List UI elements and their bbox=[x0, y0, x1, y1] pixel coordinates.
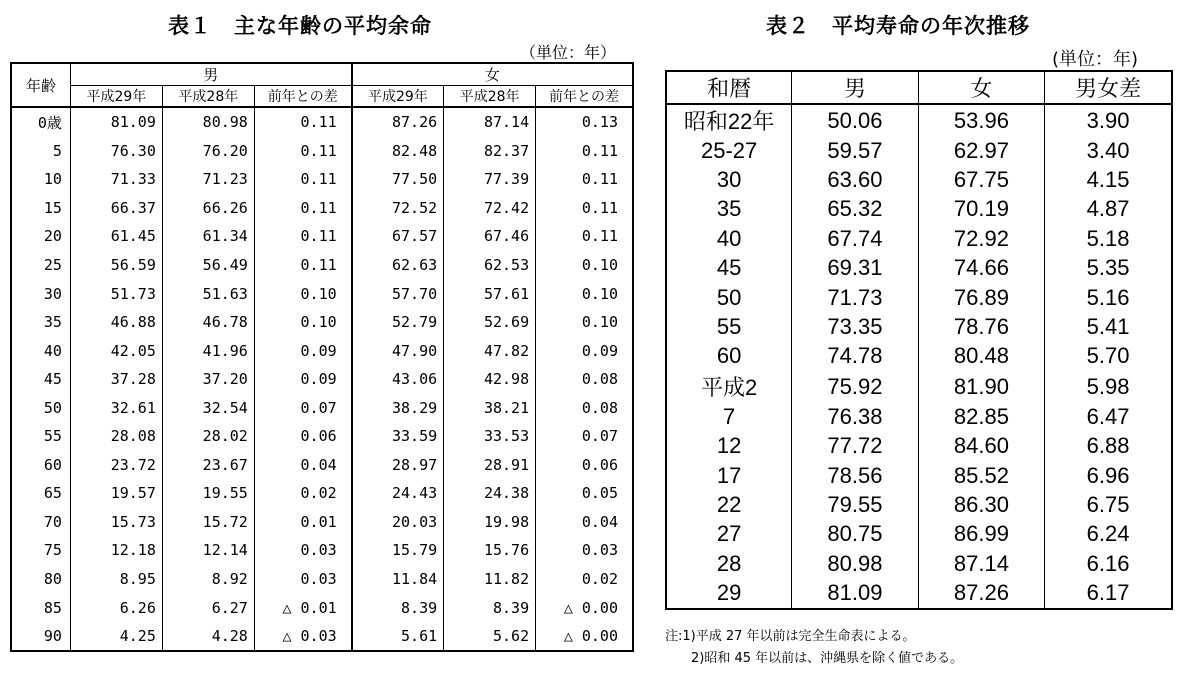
value-cell: 0.05 bbox=[536, 479, 633, 508]
sub-header: 平成29年 bbox=[70, 86, 162, 108]
value-cell: 56.49 bbox=[162, 251, 254, 280]
table-row bbox=[11, 422, 633, 451]
value-cell: 0.03 bbox=[254, 536, 351, 565]
era-cell: 平成2 bbox=[666, 371, 792, 402]
value-cell: 6.26 bbox=[70, 593, 162, 622]
table-row bbox=[11, 107, 633, 137]
value-cell: 0.11 bbox=[254, 107, 351, 137]
value-cell: 33.59 bbox=[352, 422, 444, 451]
value-cell: 0.10 bbox=[536, 251, 633, 280]
value-cell: 6.27 bbox=[162, 593, 254, 622]
value-cell: 87.14 bbox=[918, 549, 1044, 578]
value-cell: 81.09 bbox=[70, 107, 162, 137]
value-cell: 19.57 bbox=[70, 479, 162, 508]
value-cell: 81.90 bbox=[918, 371, 1044, 402]
value-cell: 0.07 bbox=[536, 422, 633, 451]
table-row bbox=[666, 432, 1172, 461]
value-cell: 4.87 bbox=[1045, 195, 1172, 224]
value-cell: 67.74 bbox=[792, 224, 918, 253]
value-cell: 0.13 bbox=[536, 107, 633, 137]
table-row bbox=[11, 622, 633, 652]
value-cell: 74.78 bbox=[792, 342, 918, 371]
value-cell: 6.24 bbox=[1045, 520, 1172, 549]
table2-unit: (単位：年) bbox=[1052, 49, 1139, 70]
value-cell: 0.11 bbox=[254, 251, 351, 280]
value-cell: 8.39 bbox=[352, 593, 444, 622]
value-cell: 4.25 bbox=[70, 622, 162, 652]
table-row bbox=[11, 308, 633, 337]
age-cell: 50 bbox=[43, 398, 62, 417]
value-cell: 52.69 bbox=[444, 308, 536, 337]
value-cell: 0.07 bbox=[254, 393, 351, 422]
era-cell: 7 bbox=[666, 402, 792, 431]
male-group-header: 男 bbox=[70, 63, 351, 86]
value-cell: 15.79 bbox=[352, 536, 444, 565]
table-row bbox=[666, 342, 1172, 371]
value-cell: 5.35 bbox=[1045, 254, 1172, 283]
value-cell: 77.72 bbox=[792, 432, 918, 461]
age-cell: 10 bbox=[43, 170, 62, 189]
table-row bbox=[11, 451, 633, 480]
life-expectancy-table bbox=[10, 62, 634, 652]
value-cell: 6.96 bbox=[1045, 461, 1172, 490]
value-cell: 5.98 bbox=[1045, 371, 1172, 402]
value-cell: 78.76 bbox=[918, 312, 1044, 341]
table-row bbox=[11, 593, 633, 622]
value-cell: 0.04 bbox=[254, 451, 351, 480]
era-cell: 40 bbox=[666, 224, 792, 253]
table-row bbox=[666, 578, 1172, 608]
value-cell: 0.11 bbox=[536, 165, 633, 194]
age-cell: 15 bbox=[43, 198, 62, 217]
value-cell: 6.47 bbox=[1045, 402, 1172, 431]
value-cell: 0.09 bbox=[254, 365, 351, 394]
value-cell: 6.16 bbox=[1045, 549, 1172, 578]
table-row bbox=[666, 490, 1172, 519]
value-cell: 12.14 bbox=[162, 536, 254, 565]
life-expectancy-trend-table bbox=[665, 70, 1173, 610]
value-cell: 46.88 bbox=[70, 308, 162, 337]
value-cell: 53.96 bbox=[918, 104, 1044, 136]
footnote: 注:1)平成 27 年以前は完全生命表による。 bbox=[665, 629, 916, 644]
value-cell: 0.10 bbox=[536, 279, 633, 308]
value-cell: 5.70 bbox=[1045, 342, 1172, 371]
table1-body bbox=[11, 107, 633, 651]
table-row bbox=[11, 137, 633, 166]
value-cell: 6.17 bbox=[1045, 578, 1172, 608]
footnotes bbox=[665, 626, 963, 670]
era-cell: 60 bbox=[666, 342, 792, 371]
value-cell: 56.59 bbox=[70, 251, 162, 280]
age-cell: 25 bbox=[43, 256, 62, 274]
value-cell: 32.54 bbox=[162, 393, 254, 422]
value-cell: 72.42 bbox=[444, 194, 536, 223]
era-cell: 55 bbox=[666, 312, 792, 341]
value-cell: 0.10 bbox=[536, 308, 633, 337]
value-cell: 70.19 bbox=[918, 195, 1044, 224]
sub-header: 前年との差 bbox=[254, 86, 351, 108]
value-cell: 61.45 bbox=[70, 222, 162, 251]
value-cell: 80.75 bbox=[792, 520, 918, 549]
table1-title: 表１ 主な年齢の平均余命 bbox=[168, 14, 432, 38]
era-cell: 17 bbox=[666, 461, 792, 490]
value-cell: 69.31 bbox=[792, 254, 918, 283]
table-row bbox=[11, 393, 633, 422]
sub-header: 平成28年 bbox=[444, 86, 536, 108]
value-cell: 23.67 bbox=[162, 451, 254, 480]
value-cell: 71.23 bbox=[162, 165, 254, 194]
value-cell: 6.75 bbox=[1045, 490, 1172, 519]
value-cell: 37.20 bbox=[162, 365, 254, 394]
sub-header: 前年との差 bbox=[536, 86, 633, 108]
value-cell: 82.48 bbox=[352, 137, 444, 166]
value-cell: 76.30 bbox=[70, 137, 162, 166]
table1-unit: （単位：年） bbox=[520, 43, 617, 62]
value-cell: 77.39 bbox=[444, 165, 536, 194]
value-cell: 73.35 bbox=[792, 312, 918, 341]
value-cell: 81.09 bbox=[792, 578, 918, 608]
value-cell: 8.95 bbox=[70, 565, 162, 594]
value-cell: 61.34 bbox=[162, 222, 254, 251]
value-cell: 28.08 bbox=[70, 422, 162, 451]
table-row bbox=[11, 251, 633, 280]
table-row bbox=[666, 283, 1172, 312]
value-cell: 76.20 bbox=[162, 137, 254, 166]
value-cell: 86.30 bbox=[918, 490, 1044, 519]
value-cell: 47.82 bbox=[444, 336, 536, 365]
female-header: 女 bbox=[918, 71, 1044, 104]
value-cell: 24.38 bbox=[444, 479, 536, 508]
table-row bbox=[11, 479, 633, 508]
value-cell: 11.82 bbox=[444, 565, 536, 594]
value-cell: 0.04 bbox=[536, 508, 633, 537]
value-cell: 0.11 bbox=[254, 222, 351, 251]
table2-title: 表２ 平均寿命の年次推移 bbox=[766, 14, 1030, 38]
age-cell: 85 bbox=[43, 598, 62, 617]
value-cell: 78.56 bbox=[792, 461, 918, 490]
value-cell: 32.61 bbox=[70, 393, 162, 422]
value-cell: 86.99 bbox=[918, 520, 1044, 549]
value-cell: 4.15 bbox=[1045, 165, 1172, 194]
value-cell: 15.76 bbox=[444, 536, 536, 565]
table-row bbox=[666, 254, 1172, 283]
value-cell: 0.11 bbox=[536, 137, 633, 166]
value-cell: 0.06 bbox=[254, 422, 351, 451]
value-cell: 52.79 bbox=[352, 308, 444, 337]
age-cell: 45 bbox=[43, 370, 62, 389]
era-header: 和暦 bbox=[666, 71, 792, 104]
age-cell: 20 bbox=[43, 227, 62, 246]
table2-body bbox=[666, 104, 1172, 609]
age-cell: 55 bbox=[43, 427, 62, 446]
age-cell: 35 bbox=[43, 313, 62, 332]
value-cell: 66.37 bbox=[70, 194, 162, 223]
value-cell: 82.37 bbox=[444, 137, 536, 166]
value-cell: 67.75 bbox=[918, 165, 1044, 194]
value-cell: 80.98 bbox=[162, 107, 254, 137]
value-cell: 28.02 bbox=[162, 422, 254, 451]
value-cell: 20.03 bbox=[352, 508, 444, 537]
value-cell: 15.72 bbox=[162, 508, 254, 537]
value-cell: 5.41 bbox=[1045, 312, 1172, 341]
table-row bbox=[11, 536, 633, 565]
value-cell: 47.90 bbox=[352, 336, 444, 365]
value-cell: 42.05 bbox=[70, 336, 162, 365]
value-cell: 66.26 bbox=[162, 194, 254, 223]
value-cell: 84.60 bbox=[918, 432, 1044, 461]
value-cell: 0.10 bbox=[254, 279, 351, 308]
value-cell: 0.01 bbox=[254, 508, 351, 537]
value-cell: 6.88 bbox=[1045, 432, 1172, 461]
value-cell: 28.97 bbox=[352, 451, 444, 480]
value-cell: 28.91 bbox=[444, 451, 536, 480]
table-row bbox=[666, 165, 1172, 194]
era-cell: 45 bbox=[666, 254, 792, 283]
value-cell: 41.96 bbox=[162, 336, 254, 365]
value-cell: 38.29 bbox=[352, 393, 444, 422]
era-cell: 30 bbox=[666, 165, 792, 194]
value-cell: 42.98 bbox=[444, 365, 536, 394]
value-cell: 87.14 bbox=[444, 107, 536, 137]
age-cell: 90 bbox=[43, 627, 62, 646]
value-cell: 33.53 bbox=[444, 422, 536, 451]
value-cell: 0.11 bbox=[254, 165, 351, 194]
value-cell: 72.92 bbox=[918, 224, 1044, 253]
value-cell: 8.39 bbox=[444, 593, 536, 622]
value-cell: 65.32 bbox=[792, 195, 918, 224]
value-cell: 5.62 bbox=[444, 622, 536, 652]
value-cell: 11.84 bbox=[352, 565, 444, 594]
value-cell: 23.72 bbox=[70, 451, 162, 480]
value-cell: 57.70 bbox=[352, 279, 444, 308]
value-cell: 4.28 bbox=[162, 622, 254, 652]
age-cell: 30 bbox=[43, 284, 62, 303]
value-cell: 62.63 bbox=[352, 251, 444, 280]
value-cell: 0.11 bbox=[536, 194, 633, 223]
value-cell: 80.98 bbox=[792, 549, 918, 578]
value-cell: 0.03 bbox=[254, 565, 351, 594]
value-cell: 12.18 bbox=[70, 536, 162, 565]
table-row bbox=[11, 365, 633, 394]
value-cell: △ 0.00 bbox=[536, 622, 633, 652]
value-cell: 5.61 bbox=[352, 622, 444, 652]
age-cell: 0歳 bbox=[37, 113, 62, 132]
table-row bbox=[666, 195, 1172, 224]
value-cell: 0.11 bbox=[536, 222, 633, 251]
value-cell: 0.11 bbox=[254, 137, 351, 166]
age-cell: 60 bbox=[43, 455, 62, 474]
value-cell: 0.09 bbox=[536, 336, 633, 365]
table-row bbox=[11, 165, 633, 194]
sub-header: 平成28年 bbox=[162, 86, 254, 108]
age-cell: 65 bbox=[43, 484, 62, 503]
value-cell: 76.89 bbox=[918, 283, 1044, 312]
value-cell: 0.10 bbox=[254, 308, 351, 337]
era-cell: 28 bbox=[666, 549, 792, 578]
value-cell: 51.73 bbox=[70, 279, 162, 308]
value-cell: 43.06 bbox=[352, 365, 444, 394]
value-cell: 24.43 bbox=[352, 479, 444, 508]
table-row bbox=[11, 279, 633, 308]
value-cell: 5.18 bbox=[1045, 224, 1172, 253]
value-cell: 67.57 bbox=[352, 222, 444, 251]
value-cell: 74.66 bbox=[918, 254, 1044, 283]
male-header: 男 bbox=[792, 71, 918, 104]
value-cell: 46.78 bbox=[162, 308, 254, 337]
value-cell: 71.73 bbox=[792, 283, 918, 312]
value-cell: 19.55 bbox=[162, 479, 254, 508]
table-row bbox=[666, 136, 1172, 165]
value-cell: △ 0.03 bbox=[254, 622, 351, 652]
era-cell: 27 bbox=[666, 520, 792, 549]
table-row bbox=[666, 549, 1172, 578]
value-cell: 0.06 bbox=[536, 451, 633, 480]
footnote: 2)昭和 45 年以前は、沖縄県を除く値である。 bbox=[665, 651, 964, 666]
value-cell: 3.40 bbox=[1045, 136, 1172, 165]
table-row bbox=[666, 371, 1172, 402]
table-row bbox=[666, 461, 1172, 490]
value-cell: 57.61 bbox=[444, 279, 536, 308]
age-cell: 40 bbox=[43, 341, 62, 360]
value-cell: 0.08 bbox=[536, 365, 633, 394]
table-row bbox=[11, 336, 633, 365]
table-row bbox=[666, 402, 1172, 431]
value-cell: 85.52 bbox=[918, 461, 1044, 490]
value-cell: 0.11 bbox=[254, 194, 351, 223]
value-cell: 51.63 bbox=[162, 279, 254, 308]
era-cell: 35 bbox=[666, 195, 792, 224]
table-row bbox=[11, 565, 633, 594]
value-cell: 8.92 bbox=[162, 565, 254, 594]
value-cell: 37.28 bbox=[70, 365, 162, 394]
value-cell: 80.48 bbox=[918, 342, 1044, 371]
table-row bbox=[11, 222, 633, 251]
value-cell: 0.03 bbox=[536, 536, 633, 565]
female-group-header: 女 bbox=[352, 63, 633, 86]
table-row bbox=[666, 520, 1172, 549]
value-cell: 38.21 bbox=[444, 393, 536, 422]
era-cell: 12 bbox=[666, 432, 792, 461]
age-cell: 80 bbox=[43, 570, 62, 589]
value-cell: 87.26 bbox=[352, 107, 444, 137]
age-cell: 75 bbox=[43, 541, 62, 560]
value-cell: 76.38 bbox=[792, 402, 918, 431]
value-cell: 0.02 bbox=[536, 565, 633, 594]
table-row bbox=[666, 312, 1172, 341]
age-cell: 70 bbox=[43, 512, 62, 531]
table-row bbox=[666, 104, 1172, 136]
value-cell: △ 0.00 bbox=[536, 593, 633, 622]
value-cell: 62.53 bbox=[444, 251, 536, 280]
table-row bbox=[11, 508, 633, 537]
value-cell: 15.73 bbox=[70, 508, 162, 537]
value-cell: 62.97 bbox=[918, 136, 1044, 165]
value-cell: 63.60 bbox=[792, 165, 918, 194]
value-cell: 50.06 bbox=[792, 104, 918, 136]
table-row bbox=[11, 194, 633, 223]
value-cell: 0.02 bbox=[254, 479, 351, 508]
value-cell: 67.46 bbox=[444, 222, 536, 251]
era-cell: 22 bbox=[666, 490, 792, 519]
value-cell: 5.16 bbox=[1045, 283, 1172, 312]
value-cell: 72.52 bbox=[352, 194, 444, 223]
table-row bbox=[666, 224, 1172, 253]
value-cell: 77.50 bbox=[352, 165, 444, 194]
value-cell: 71.33 bbox=[70, 165, 162, 194]
value-cell: 0.08 bbox=[536, 393, 633, 422]
era-cell: 29 bbox=[666, 578, 792, 608]
era-cell: 25-27 bbox=[666, 136, 792, 165]
value-cell: 82.85 bbox=[918, 402, 1044, 431]
value-cell: 79.55 bbox=[792, 490, 918, 519]
sub-header: 平成29年 bbox=[352, 86, 444, 108]
era-cell: 昭和22年 bbox=[666, 104, 792, 136]
age-header: 年齢 bbox=[11, 63, 70, 107]
era-cell: 50 bbox=[666, 283, 792, 312]
value-cell: 59.57 bbox=[792, 136, 918, 165]
value-cell: 3.90 bbox=[1045, 104, 1172, 136]
gender-gap-header: 男女差 bbox=[1045, 71, 1172, 104]
age-cell: 5 bbox=[52, 141, 62, 160]
value-cell: △ 0.01 bbox=[254, 593, 351, 622]
value-cell: 19.98 bbox=[444, 508, 536, 537]
value-cell: 75.92 bbox=[792, 371, 918, 402]
value-cell: 87.26 bbox=[918, 578, 1044, 608]
value-cell: 0.09 bbox=[254, 336, 351, 365]
